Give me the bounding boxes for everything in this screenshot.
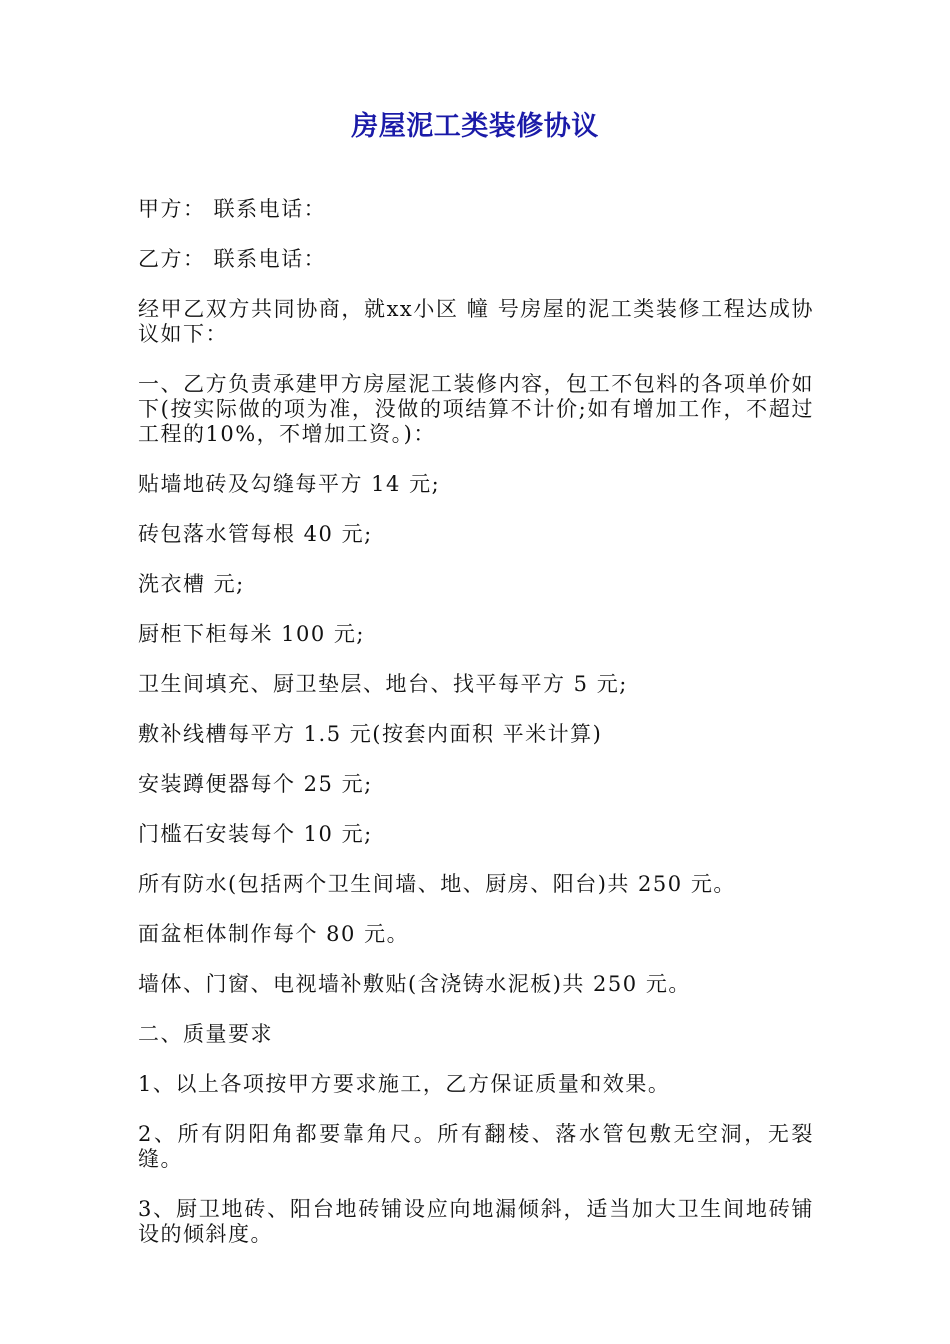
quality-item: 2、所有阴阳角都要靠角尺。所有翻棱、落水管包敷无空洞，无裂缝。 <box>138 1122 814 1171</box>
quality-item: 3、厨卫地砖、阳台地砖铺设应向地漏倾斜，适当加大卫生间地砖铺设的倾斜度。 <box>138 1197 814 1246</box>
price-item: 所有防水(包括两个卫生间墙、地、厨房、阳台)共 250 元。 <box>138 872 736 896</box>
quality-item: 1、以上各项按甲方要求施工，乙方保证质量和效果。 <box>138 1072 671 1096</box>
price-item: 面盆柜体制作每个 80 元。 <box>138 922 410 946</box>
price-item: 门槛石安装每个 10 元; <box>138 822 373 846</box>
price-item: 安装蹲便器每个 25 元; <box>138 772 373 796</box>
price-item: 洗衣槽 元; <box>138 572 245 596</box>
price-item: 砖包落水管每根 40 元; <box>138 522 373 546</box>
document-body <box>138 197 814 1272</box>
price-item: 墙体、门窗、电视墙补敷贴(含浇铸水泥板)共 250 元。 <box>138 972 691 996</box>
party-b-line: 乙方： 联系电话： <box>138 247 327 271</box>
price-item: 厨柜下柜每米 100 元; <box>138 622 366 646</box>
party-a-line: 甲方： 联系电话： <box>138 197 327 221</box>
intro-paragraph: 经甲乙双方共同协商，就xx小区 幢 号房屋的泥工类装修工程达成协议如下： <box>138 297 814 346</box>
price-item: 敷补线槽每平方 1.5 元(按套内面积 平米计算) <box>138 722 603 746</box>
section-two-heading: 二、质量要求 <box>138 1022 273 1046</box>
price-item: 卫生间填充、厨卫垫层、地台、找平每平方 5 元; <box>138 672 628 696</box>
section-one-paragraph: 一、乙方负责承建甲方房屋泥工装修内容，包工不包料的各项单价如下(按实际做的项为准，没做的项结算不计价;如有增加工作，不超过工程的10%，不增加工资。)： <box>138 372 814 446</box>
document-title: 房屋泥工类装修协议 <box>351 111 599 142</box>
price-item: 贴墙地砖及勾缝每平方 14 元; <box>138 472 441 496</box>
